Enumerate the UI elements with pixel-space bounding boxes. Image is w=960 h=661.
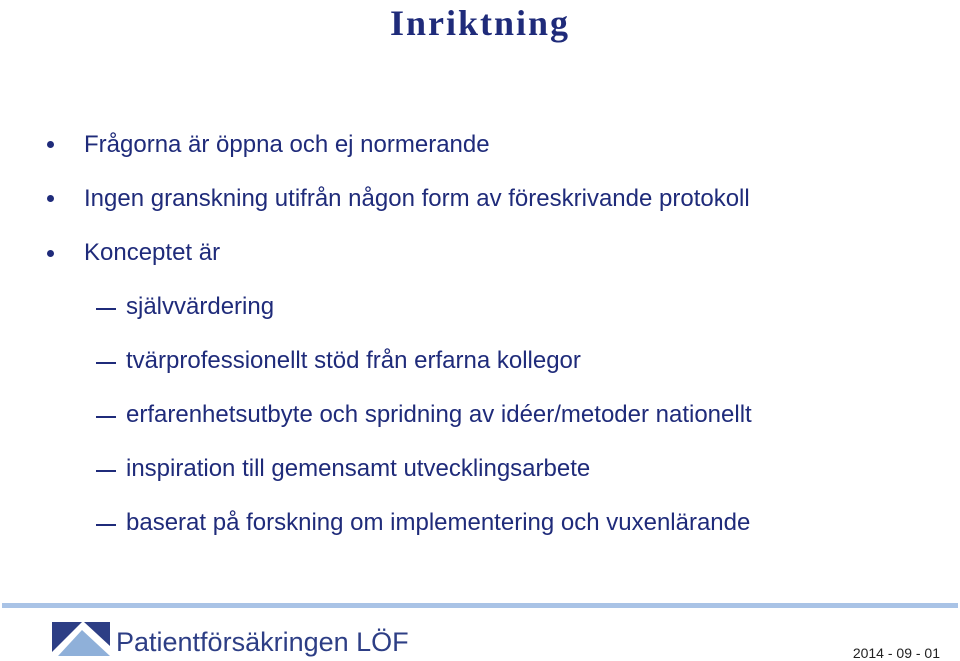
logo-wordmark: Patientförsäkringen LÖF [116,627,409,657]
sub-bullet-item: tvärprofessionellt stöd från erfarna kollegor [126,347,581,374]
bullet-item: Konceptet är [84,239,221,266]
dash-bullet [96,470,116,472]
footer-date: 2014 - 09 - 01 [852,645,940,661]
slide-title: Inriktning [389,3,571,43]
patientforsakringen-logo-icon [52,622,110,656]
dash-bullet [96,416,116,418]
sub-bullet-item: erfarenhetsutbyte och spridning av idéer/metoder nationellt [126,401,752,428]
bullet-item: Ingen granskning utifrån någon form av föreskrivande protokoll [84,185,750,212]
bullet-dot [47,195,54,202]
bullet-dot [47,141,54,148]
sub-bullet-item: självvärdering [126,293,275,320]
sub-bullet-item: baserat på forskning om implementering och vuxenlärande [126,509,751,536]
bullet-item: Frågorna är öppna och ej normerande [84,131,490,158]
bullet-dot [47,250,54,257]
dash-bullet [96,308,116,310]
dash-bullet [96,524,116,526]
dash-bullet [96,362,116,364]
sub-bullet-item: inspiration till gemensamt utvecklingsarbete [126,455,591,482]
footer-divider [2,603,958,608]
